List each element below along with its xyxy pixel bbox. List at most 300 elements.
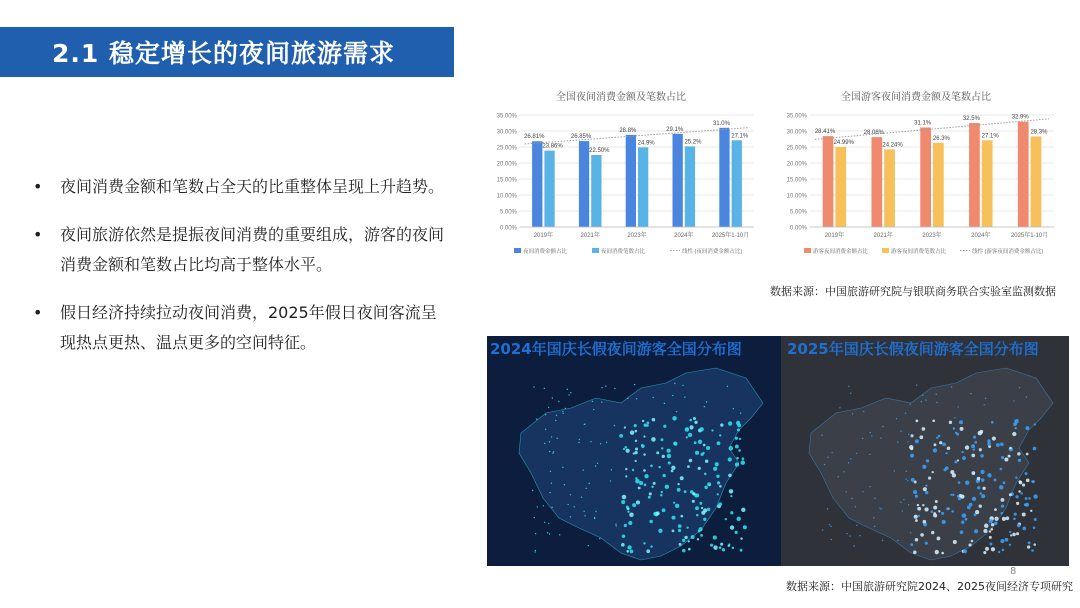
heat-dot [1030,510,1032,512]
heat-dot [601,401,602,402]
heat-dot [974,441,977,444]
heat-dot [989,543,992,546]
heat-dot [719,434,721,436]
heat-dot [728,457,732,461]
heat-dot [614,425,615,426]
heat-dot [942,442,946,446]
heat-dot [1025,503,1029,507]
heat-dot [909,445,913,449]
x-tick-label: 2024年 [674,233,694,239]
heat-dot [623,448,625,450]
heat-dot [662,508,666,512]
heat-dot [625,446,628,449]
heat-dot [1018,459,1021,462]
heat-dot [970,393,971,394]
y-tick-label: 30.00% [496,129,517,136]
heat-dot [741,508,745,512]
heat-dot [957,406,958,407]
heat-dot [674,383,675,384]
heat-dot [874,526,875,527]
heat-dot [1015,495,1018,498]
heat-dot [950,494,952,496]
heat-dot [644,484,647,487]
heat-dot [881,508,882,509]
heat-dot [562,411,563,412]
heat-dot [675,504,679,508]
heat-dot [621,543,625,547]
heat-dot [534,551,535,552]
heat-dot [971,540,974,543]
heat-dot [727,386,728,387]
heat-dot [534,517,535,518]
heat-dot [1002,549,1005,552]
data-label: 27.1% [731,133,749,140]
heat-dot [635,479,640,484]
data-label: 26.85% [570,134,592,141]
heat-dot [903,499,904,500]
heat-dot [537,506,538,507]
heat-dot [1025,497,1028,500]
heat-dot [981,478,984,481]
heat-dot [965,445,969,449]
heat-dot [965,518,968,521]
heat-dot [673,442,676,445]
heat-dot [583,511,584,512]
heat-dot [917,504,919,506]
heat-dot [985,547,989,551]
heat-dot [665,485,669,489]
heat-dot [1022,527,1026,531]
china-outline [809,368,1053,560]
bullet-text: 假日经济持续拉动夜间消费，2025年假日夜间客流呈现热点更热、温点更多的空间特征。 [60,303,437,352]
heat-dot [713,545,717,549]
heat-dot [595,465,596,466]
data-label: 26.3% [932,135,950,142]
heat-dot [994,522,997,525]
bullet-item [30,172,450,202]
heat-dot [636,500,640,504]
heat-dot [570,494,571,495]
heat-dot [938,510,940,512]
heat-dot [735,463,739,467]
heat-dot [859,535,860,536]
heat-dot [852,413,853,414]
heat-dot [1027,545,1030,548]
y-tick-label: 10.00% [496,193,517,200]
data-label: 28.08% [863,130,885,137]
heat-dot [977,477,981,481]
data-label: 32.9% [1011,114,1029,121]
data-label: 26.81% [524,134,545,141]
heat-dot [648,496,651,499]
bar-count [933,143,944,227]
heat-dot [662,455,665,458]
heat-dot [601,387,602,388]
heat-dot [850,392,851,393]
heat-dot [704,406,705,407]
heat-dot [996,443,1000,447]
chart-title: 全国游客夜间消费金额及笔数占比 [841,92,991,103]
heat-dot [706,401,707,402]
heat-dot [827,457,828,458]
heat-dot [626,506,629,509]
heat-dot [622,495,627,500]
heat-dot [652,418,656,422]
heat-dot [1000,442,1004,446]
heat-dot [741,460,745,464]
heat-dot [983,404,984,405]
heat-dot [1009,493,1012,496]
heat-dot [533,386,534,387]
heat-dot [544,443,545,444]
heat-dot [651,437,656,442]
heat-dot [611,469,612,470]
chart-svg-0 [480,85,762,275]
x-tick-label: 2025年1-10月 [711,233,750,239]
heat-dot [688,548,691,551]
china-map-2024-image [487,336,781,566]
heat-dot [626,550,629,553]
heat-dot [922,465,926,469]
heat-dot [686,527,688,529]
heat-dot [942,520,946,524]
bar-count [1031,136,1042,227]
heat-dot [1014,427,1016,429]
heat-dot [829,524,830,525]
bar-amount [579,141,589,227]
chart-national-night-consumption [480,85,762,275]
heat-dot [905,412,906,413]
heat-dot [980,454,984,458]
heat-dot [555,420,556,421]
x-tick-label: 2023年 [627,233,647,239]
heat-dot [728,545,730,547]
heat-dot [972,497,976,501]
heat-dot [719,485,722,488]
heat-dot [689,419,692,422]
heat-dot [578,442,579,443]
heat-dot [668,461,671,464]
heat-dot [925,507,929,511]
data-label: 24.9% [637,140,655,147]
heat-dot [743,525,747,529]
data-source-top: 数据来源：中国旅游研究院与银联商务联合实验室监测数据 [770,285,1056,298]
heat-dot [635,430,638,433]
heat-dot [983,551,986,554]
heat-dot [535,533,536,534]
heat-dot [682,385,683,386]
heat-dot [989,536,992,539]
heat-dot [568,394,569,395]
heat-dot [570,392,571,393]
heat-dot [671,516,675,520]
heat-dot [644,474,648,478]
heat-dot [925,491,928,494]
x-tick-label: 2021年 [580,233,600,239]
heat-dot [720,423,723,426]
heat-dot [897,540,898,541]
map-2025-panel [781,336,1069,566]
x-tick-label: 2019年 [824,233,845,239]
heat-dot [1021,492,1023,494]
heat-dot [600,443,601,444]
heat-dot [671,466,675,470]
heat-dot [882,540,883,541]
heat-dot [933,512,936,515]
china-map-2025-image [781,336,1069,566]
heat-dot [851,498,852,499]
heat-dot [597,463,598,464]
heat-dot [957,459,959,461]
heat-dot [925,484,927,486]
heat-dot [848,386,849,387]
heat-dot [699,502,702,505]
data-source-bottom: 数据来源：中国旅游研究院2024、2025夜间经济专项研究 [786,580,1073,593]
heat-dot [656,451,659,454]
heat-dot [845,491,846,492]
heat-dot [678,524,682,528]
heat-dot [643,542,645,544]
heat-dot [719,546,722,549]
heat-dot [925,542,928,545]
heat-dot [856,525,857,526]
heat-dot [870,432,871,433]
heat-dot [735,531,738,534]
heat-dot [1013,518,1016,521]
heat-dot [910,532,911,533]
legend-swatch [882,248,889,253]
heat-dot [824,464,825,465]
heat-dot [678,529,681,532]
heat-dot [651,486,653,488]
heat-dot [1009,531,1011,533]
bar-amount [532,141,542,227]
heat-dot [1028,497,1031,500]
heat-dot [730,495,732,497]
bullet-item [30,298,450,358]
heat-dot [634,384,635,385]
heat-dot [720,543,723,546]
heat-dot [873,517,874,518]
heat-dot [551,507,552,508]
bar-amount [969,123,980,227]
heat-dot [737,423,741,427]
heat-dot [574,506,575,507]
slide-title: 2.1 稳定增长的夜间旅游需求 [52,39,395,68]
data-label: 24.99% [833,140,854,147]
china-outline [519,368,763,560]
heat-dot [552,452,553,453]
heat-dot [919,435,923,439]
heat-dot [650,465,653,468]
y-tick-label: 5.00% [789,209,807,216]
heat-dot [962,513,967,518]
heat-dot [619,434,623,438]
heat-dot [994,517,998,521]
heat-dot [897,441,898,442]
heat-dot [567,389,568,390]
bullet-item [30,220,450,280]
heat-dot [923,487,927,491]
map-2025-title: 2025年国庆长假夜间游客全国分布图 [787,340,1039,358]
heat-dot [677,488,681,492]
heat-dot [643,453,645,455]
bar-amount [1018,122,1029,227]
y-tick-label: 10.00% [786,193,807,200]
heat-dot [941,512,944,515]
heat-dot [738,449,741,452]
heat-dot [1006,516,1010,520]
heat-dot [911,478,915,482]
heat-dot [691,535,695,539]
heat-dot [606,442,607,443]
data-label: 24.24% [882,142,903,149]
heat-dot [687,465,690,468]
heat-dot [984,524,989,529]
heat-dot [701,511,705,515]
heat-dot [843,471,844,472]
heat-dot [700,427,704,431]
heat-dot [628,521,632,525]
heat-dot [682,549,686,553]
heat-dot [1012,533,1016,537]
heat-dot [850,458,851,459]
heat-dot [880,437,881,438]
bullet-marker: • [33,225,43,244]
heat-dot [653,482,656,485]
bar-amount [626,135,636,227]
heat-dot [610,480,611,481]
bar-count [884,149,895,227]
heat-dot [925,399,926,400]
heat-dot [954,417,955,418]
heat-dot [551,483,552,484]
bar-count [685,146,695,227]
heat-dot [636,398,637,399]
heat-dot [649,492,652,495]
heat-dot [695,451,699,455]
heat-dot [707,508,710,511]
heat-dot [953,427,956,430]
heat-dot [979,504,982,507]
bullet-marker: • [33,303,43,322]
heat-dot [922,395,923,396]
heat-dot [736,517,740,521]
bar-count [982,140,993,227]
bar-amount [920,127,931,227]
heat-dot [583,469,584,470]
heat-dot [697,538,699,540]
heat-dot [1009,544,1011,546]
heat-dot [1014,419,1019,424]
heat-dot [1033,543,1036,546]
heat-dot [1016,532,1019,535]
heat-dot [682,539,685,542]
heat-dot [933,448,937,452]
heat-dot [646,424,649,427]
heat-dot [704,486,707,489]
heat-dot [915,538,919,542]
heat-dot [686,436,688,438]
heat-dot [994,508,997,511]
data-label: 29.1% [666,126,684,133]
heat-dot [740,549,743,552]
heat-dot [922,504,924,506]
heat-dot [951,386,952,387]
x-tick-label: 2019年 [533,233,554,239]
heat-dot [1031,480,1033,482]
heat-dot [906,470,907,471]
heat-dot [973,448,975,450]
heat-dot [635,447,638,450]
heat-dot [910,436,911,437]
heat-dot [559,534,560,535]
bar-count [638,147,648,227]
heat-dot [635,460,637,462]
heat-dot [869,454,870,455]
legend-swatch [592,248,599,253]
data-label: 27.1% [981,133,999,140]
heat-dot [1026,479,1030,483]
heat-dot [627,398,628,399]
heat-dot [550,471,551,472]
heat-dot [677,483,679,485]
heat-dot [971,454,975,458]
heat-dot [711,429,713,431]
heat-dot [908,434,909,435]
heat-dot [838,476,839,477]
page-number: 8 [1010,566,1017,577]
heat-dot [1001,456,1004,459]
heat-dot [934,443,937,446]
heat-dot [698,530,701,533]
heat-dot [991,523,994,526]
legend-label: 夜间消费笔数占比 [601,249,646,255]
heat-dot [822,529,823,530]
heat-dot [935,500,938,503]
heat-dot [928,476,931,479]
heat-dot [698,467,701,470]
heat-dot [1028,541,1031,544]
heat-dot [700,453,703,456]
heat-dot [532,490,533,491]
heat-dot [564,484,565,485]
heat-dot [585,488,586,489]
heat-dot [962,456,966,460]
heat-dot [969,503,973,507]
heat-dot [589,483,590,484]
data-label: 32.5% [962,116,980,122]
legend-label: 夜间消费金额占比 [523,249,568,255]
heat-dot [737,428,740,431]
heat-dot [595,511,596,512]
heat-dot [710,544,713,547]
chart-svg-1 [770,85,1062,275]
heat-dot [936,437,938,439]
heat-dot [968,543,971,546]
heat-dot [692,492,695,495]
heat-dot [1033,447,1037,451]
heat-dot [821,435,822,436]
heat-dot [863,411,864,412]
heat-dot [679,543,682,546]
heat-dot [621,500,625,504]
heat-dot [994,479,997,482]
heat-dot [991,547,995,551]
heat-dot [917,507,921,511]
heat-dot [672,416,677,421]
heat-dot [1033,494,1037,498]
